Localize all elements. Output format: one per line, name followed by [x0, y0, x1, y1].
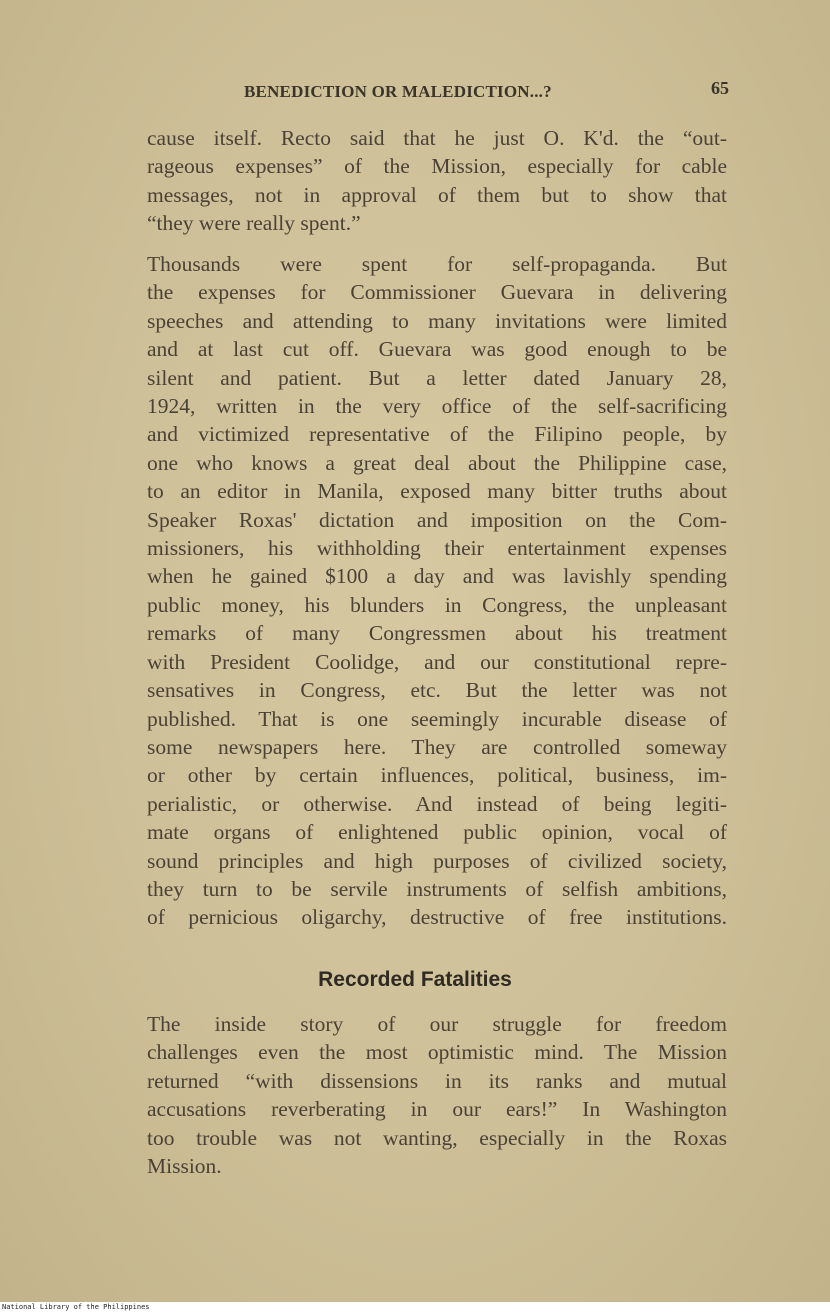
text-line: public money, his blunders in Congress, the unpleasant	[147, 592, 727, 617]
text-line: 1924, written in the very office of the self-sacrificing	[147, 394, 727, 419]
text-line: sound principles and high purposes of civilized society,	[147, 848, 727, 873]
text-line: mate organs of enlightened public opinion, vocal of	[147, 820, 727, 845]
text-line: silent and patient. But a letter dated January 28,	[147, 365, 727, 390]
text-line: and at last cut off. Guevara was good enough to be	[147, 337, 727, 362]
text-line: rageous expenses” of the Mission, especially for cable	[147, 154, 727, 179]
text-line: accusations reverberating in our ears!” In Washington	[147, 1097, 727, 1122]
text-line: and victimized representative of the Filipino people, by	[147, 422, 727, 447]
text-line: sensatives in Congress, etc. But the letter was not	[147, 678, 727, 703]
text-line: too trouble was not wanting, especially in the Roxas	[147, 1125, 727, 1150]
text-line: with President Coolidge, and our constitutional repre-	[147, 649, 727, 674]
text-line	[147, 250, 727, 278]
page-header	[0, 76, 830, 106]
text-line: one who knows a great deal about the Philippine case,	[147, 450, 727, 475]
text-line: or other by certain influences, political, business, im-	[147, 763, 727, 788]
paragraph-continued	[147, 124, 727, 238]
text-line: “they were really spent.”	[147, 211, 361, 236]
paragraph-inside-story	[147, 1010, 727, 1180]
text-line: the expenses for Commissioner Guevara in delivering	[147, 280, 727, 305]
running-head: BENEDICTION OR MALEDICTION...?	[244, 82, 552, 101]
text-line: of pernicious oligarchy, destructive of free institutions.	[147, 905, 727, 930]
text-line-content: Thousands were spent for self-propaganda. But	[147, 252, 727, 276]
text-line: Mission.	[147, 1154, 222, 1179]
text-line: some newspapers here. They are controlled someway	[147, 734, 727, 759]
text-line: they turn to be servile instruments of selfish ambitions,	[147, 876, 727, 901]
text-line: messages, not in approval of them but to show that	[147, 182, 727, 207]
text-line: speeches and attending to many invitations were limited	[147, 308, 727, 333]
section-heading: Recorded Fatalities	[318, 968, 512, 991]
text-line: perialistic, or otherwise. And instead of being legiti-	[147, 791, 727, 816]
text-line: remarks of many Congressmen about his treatment	[147, 621, 727, 646]
library-credit: National Library of the Philippines	[2, 1303, 150, 1311]
paragraph-thousands	[147, 250, 727, 932]
text-line: cause itself. Recto said that he just O. K'd. the “out-	[147, 126, 727, 150]
page-number: 65	[711, 78, 729, 98]
text-line: missioners, his withholding their entertainment expenses	[147, 536, 727, 561]
text-line: challenges even the most optimistic mind. The Mission	[147, 1040, 727, 1065]
text-line: to an editor in Manila, exposed many bitter truths about	[147, 479, 727, 504]
text-line: when he gained $100 a day and was lavishly spending	[147, 564, 727, 589]
text-line: Speaker Roxas' dictation and imposition on the Com-	[147, 507, 727, 532]
text-line: published. That is one seemingly incurable disease of	[147, 706, 727, 731]
text-line: The inside story of our struggle for freedom	[147, 1012, 727, 1036]
text-line: returned “with dissensions in its ranks and mutual	[147, 1068, 727, 1093]
